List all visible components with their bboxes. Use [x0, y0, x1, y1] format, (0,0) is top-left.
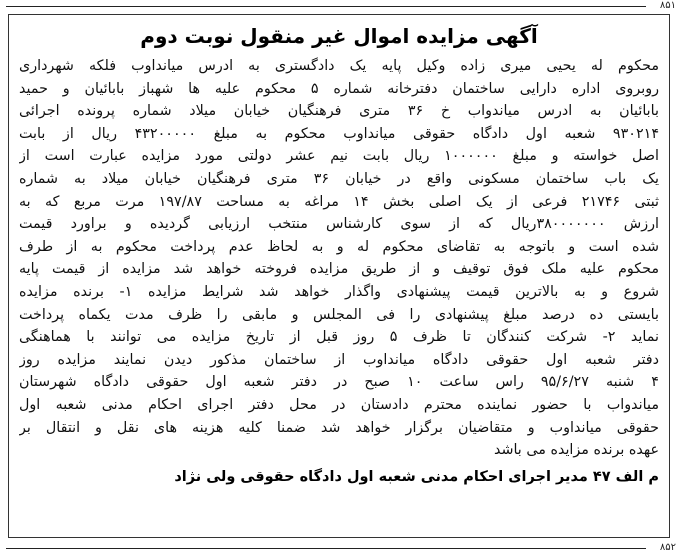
notice-signature: م الف ۴۷ مدیر اجرای احکام مدنی شعبه اول دادگاه حقوقی ولی نژاد: [174, 468, 659, 485]
notice-line: ارزش ۳۸۰۰۰۰۰۰۰ریال که از سوی کارشناس منتخب ارزیابی گردیده و براورد قیمت: [19, 216, 659, 233]
bottom-rule: [6, 548, 646, 549]
notice-line: شده است و باتوجه به تقاضای محکوم له و به لحاظ عدم پرداخت محکوم به از طرف: [19, 238, 659, 255]
notice-body: [9, 55, 669, 462]
notice-line: حقوقی میانداوب و متقاضیان برگزار خواهد شد ضمنا کلیه هزینه های نقل و انتقال بر: [19, 419, 659, 436]
notice-line: میاندواب با حضور نماینده محترم دادستان در محل دفتر اجرای احکام مدنی شعبه اول: [19, 396, 659, 413]
notice-line: عهده برنده مزایده می باشد: [493, 442, 659, 459]
notice-line: ۴ شنبه ۹۵/۶/۲۷ راس ساعت ۱۰ صبح در دفتر شعبه اول حقوقی دادگاه شهرستان: [19, 374, 659, 391]
notice-line: روبروی اداره دارایی ساختمان دفترخانه شماره ۵ محکوم علیه ها شهباز بابائیان و حمید: [19, 80, 659, 97]
notice-box: [8, 14, 670, 538]
notice-title: آگهی مزایده اموال غیر منقول نوبت دوم: [140, 24, 538, 48]
notice-line: ۹۳۰۲۱۴ شعبه اول دادگاه حقوقی میانداوب محکوم به مبلغ ۴۳۲۰۰۰۰۰ ریال از بابت: [19, 125, 659, 142]
notice-line: بایستی ده درصد مبلغ پیشنهادی را فی المجلس و مابقی را ظرف مدت یکماه پرداخت: [19, 306, 659, 323]
notice-line: نماید ۲- شرکت کنندگان تا ظرف ۵ روز قبل از تاریخ مزایده می توانند با هماهنگی: [19, 329, 659, 346]
notice-line: دفتر شعبه اول حقوقی دادگاه میانداوب از ساختمان مذکور دیدن نمایند مزایده روز: [19, 351, 659, 368]
page-number-bottom: ۸۵۲: [659, 542, 676, 553]
notice-line: ثبتی ۲۱۷۴۶ فرعی از یک اصلی بخش ۱۴ مراغه به مساحت ۱۹۷/۸۷ مرت مربع که به: [19, 193, 659, 210]
notice-line: بابائیان به ادرس میاندواب خ ۳۶ متری فرهنگیان خیابان میلاد شماره پرونده اجرائی: [19, 103, 659, 120]
notice-line: محکوم له یحیی میری زاده وکیل پایه یک دادگستری به ادرس میانداوب فلکه شهرداری: [19, 58, 659, 74]
notice-line: شروع و به بالاترین قیمت پیشنهادی واگذار خواهد شد شرایط مزایده ۱- برنده مزایده: [19, 283, 659, 300]
notice-line: یک باب ساختمان مسکونی واقع در خیابان ۳۶ متری فرهنگیان خیابان میلاد به شماره: [19, 170, 659, 187]
top-rule: [6, 6, 646, 7]
notice-line: محکوم علیه ملک فوق توقیف و از طریق مزایده فروخته خواهد شد مزایده از قیمت پایه: [19, 261, 659, 278]
page-number-top: ۸۵۱: [659, 0, 676, 11]
notice-line: اصل خواسته و مبلغ ۱۰۰۰۰۰۰ ریال بابت نیم عشر دولتی مورد مزایده عبارت است از: [19, 148, 659, 165]
